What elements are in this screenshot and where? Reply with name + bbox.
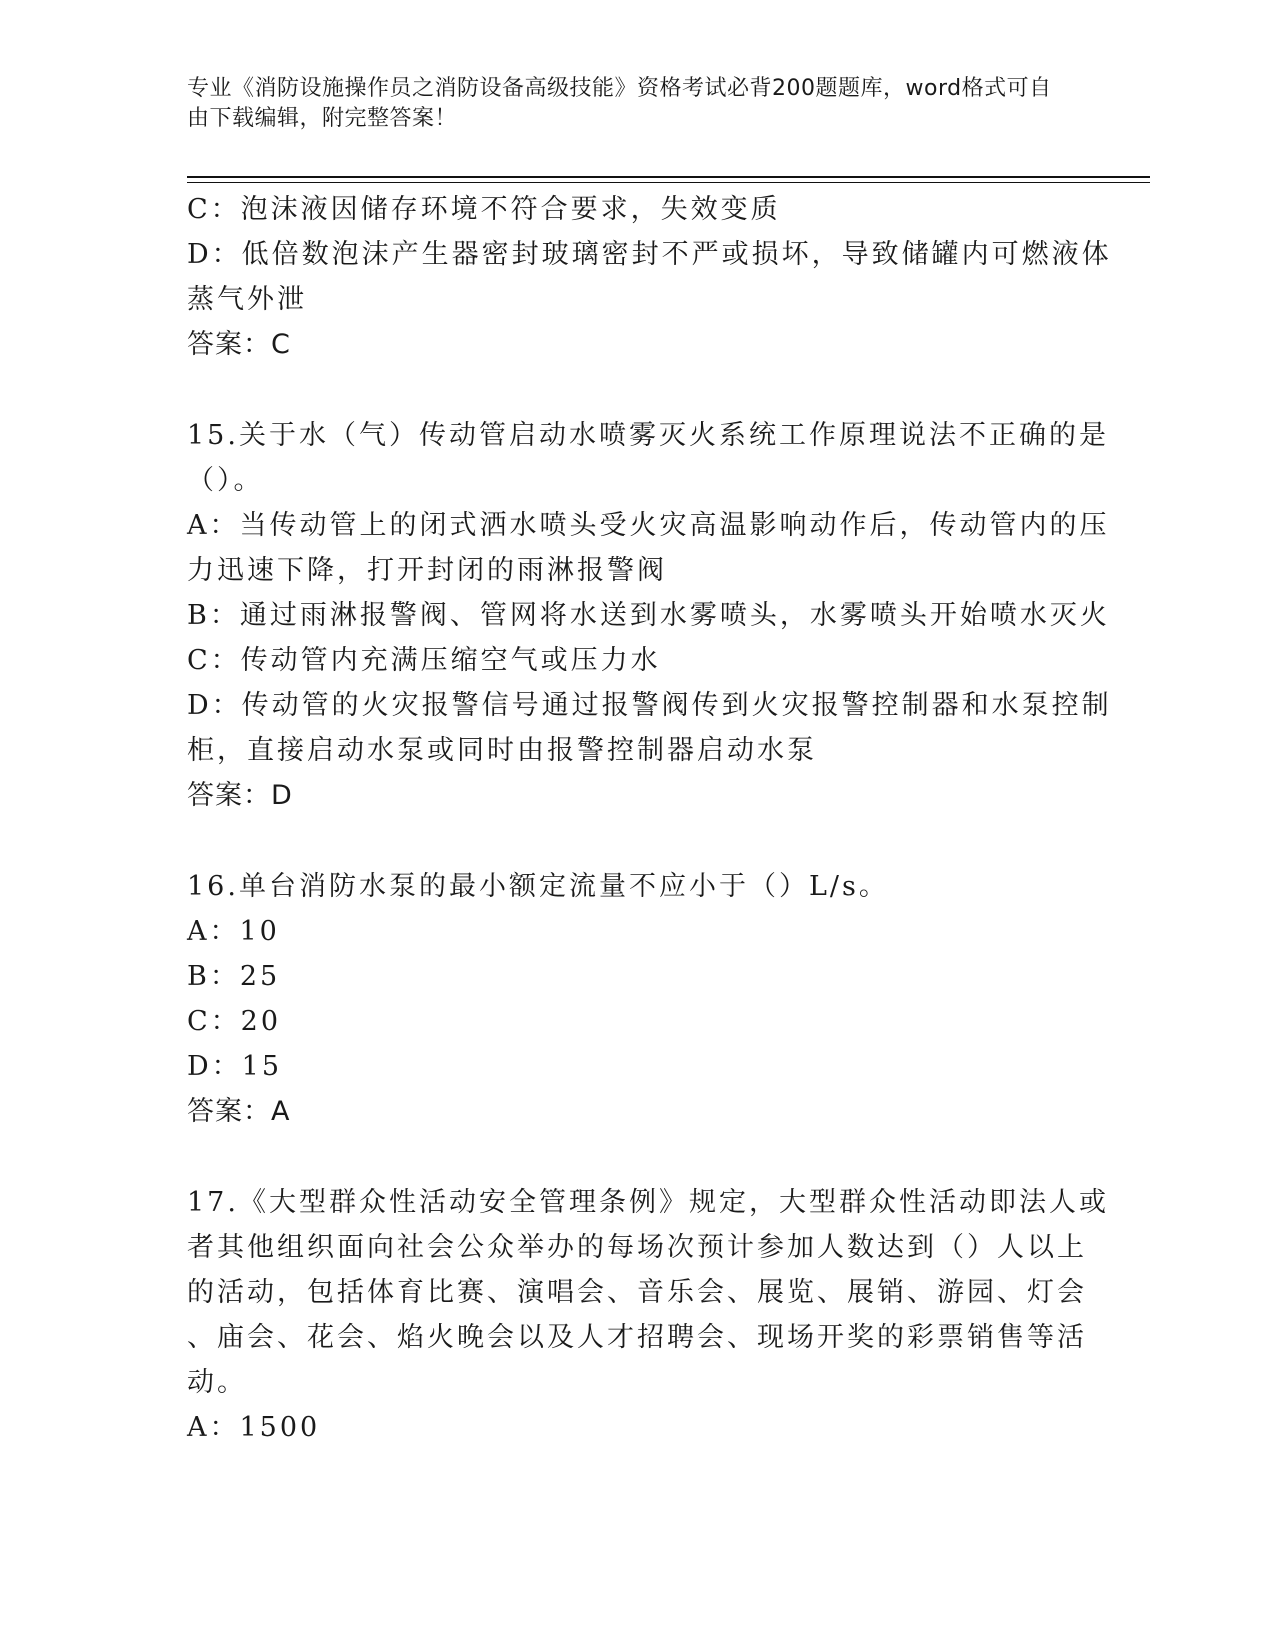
document-body bbox=[187, 187, 1112, 1450]
q17-stem-line5: 动。 bbox=[187, 1367, 247, 1398]
q17-option-a: A：1500 bbox=[187, 1412, 321, 1443]
q16-option-b: B：25 bbox=[187, 961, 281, 992]
spacer bbox=[187, 818, 1067, 864]
question-16 bbox=[187, 864, 1067, 1134]
question-14-tail bbox=[187, 187, 1112, 367]
question-17 bbox=[187, 1180, 1109, 1450]
q16-stem: 16.单台消防水泵的最小额定流量不应小于（）L/s。 bbox=[187, 871, 889, 902]
q15-option-d-line1: D：传动管的火灾报警信号通过报警阀传到火灾报警控制器和水泵控制 bbox=[187, 690, 1112, 721]
q15-option-b: B：通过雨淋报警阀、管网将水送到水雾喷头，水雾喷头开始喷水灭火 bbox=[187, 600, 1110, 631]
q14-option-c: C：泡沫液因储存环境不符合要求，失效变质 bbox=[187, 194, 781, 225]
q16-option-c: C：20 bbox=[187, 1006, 282, 1037]
q16-option-d: D：15 bbox=[187, 1051, 283, 1082]
q15-option-c: C：传动管内充满压缩空气或压力水 bbox=[187, 645, 661, 676]
q15-option-a-line2: 力迅速下降，打开封闭的雨淋报警阀 bbox=[187, 555, 667, 586]
q15-option-d-line2: 柜，直接启动水泵或同时由报警控制器启动水泵 bbox=[187, 735, 817, 766]
spacer bbox=[187, 367, 1067, 413]
header-divider-thin bbox=[187, 182, 1150, 183]
q14-answer: 答案：C bbox=[187, 329, 291, 360]
q17-stem-line3: 的活动，包括体育比赛、演唱会、音乐会、展览、展销、游园、灯会 bbox=[187, 1277, 1087, 1308]
q17-stem-line1: 17.《大型群众性活动安全管理条例》规定，大型群众性活动即法人或 bbox=[187, 1187, 1109, 1218]
document-header bbox=[187, 74, 1067, 134]
q15-answer: 答案：D bbox=[187, 780, 293, 811]
q15-option-a-line1: A：当传动管上的闭式洒水喷头受火灾高温影响动作后，传动管内的压 bbox=[187, 510, 1110, 541]
q17-stem-line4: 、庙会、花会、焰火晚会以及人才招聘会、现场开奖的彩票销售等活 bbox=[187, 1322, 1087, 1353]
q14-option-d-line2: 蒸气外泄 bbox=[187, 284, 307, 315]
q15-stem-line2: （）。 bbox=[187, 465, 264, 496]
q17-stem-line2: 者其他组织面向社会公众举办的每场次预计参加人数达到（）人以上 bbox=[187, 1232, 1087, 1263]
question-15 bbox=[187, 413, 1112, 818]
q14-option-d-line1: D：低倍数泡沫产生器密封玻璃密封不严或损坏，导致储罐内可燃液体 bbox=[187, 239, 1112, 270]
header-divider-thick bbox=[187, 176, 1150, 178]
q16-option-a: A：10 bbox=[187, 916, 280, 947]
header-text: 专业《消防设施操作员之消防设备高级技能》资格考试必背200题题库，word格式可自由下载编辑，附完整答案！ bbox=[187, 76, 1052, 131]
spacer bbox=[187, 1134, 1067, 1180]
q16-answer: 答案：A bbox=[187, 1096, 291, 1127]
q15-stem-line1: 15.关于水（气）传动管启动水喷雾灭火系统工作原理说法不正确的是 bbox=[187, 420, 1109, 451]
